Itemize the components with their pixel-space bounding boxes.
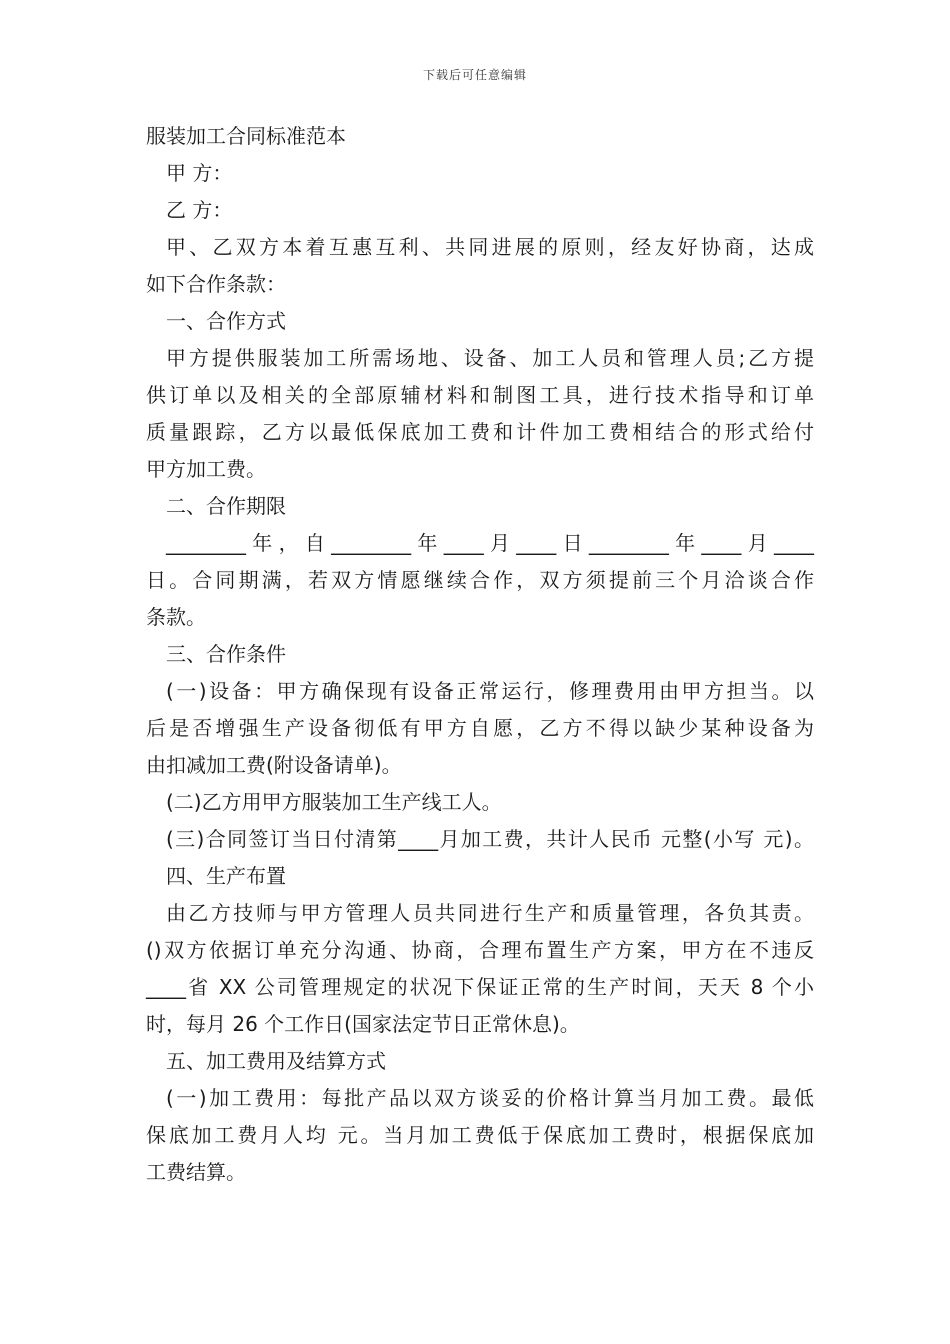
document-line: 四、生产布置 [166, 864, 286, 888]
document-line: (三)合同签订当日付清第____月加工费，共计人民币 元整(小写 元)。 [166, 827, 814, 851]
document-line: 日。合同期满，若双方情愿继续合作，双方须提前三个月洽谈合作 [146, 568, 814, 592]
document-line: 时，每月 26 个工作日(国家法定节日正常休息)。 [146, 1012, 580, 1036]
document-line: (一)加工费用：每批产品以双方谈妥的价格计算当月加工费。最低 [166, 1086, 814, 1110]
document-line: 质量跟踪，乙方以最低保底加工费和计件加工费相结合的形式给付 [146, 420, 814, 444]
document-line: 供订单以及相关的全部原辅材料和制图工具，进行技术指导和订单 [146, 383, 814, 407]
document-line: 后是否增强生产设备彻低有甲方自愿，乙方不得以缺少某种设备为 [146, 716, 814, 740]
document-line: 工费结算。 [146, 1160, 246, 1184]
document-line: ________年，自________年____月____日________年____月____ [166, 531, 814, 555]
document-line: ____省 XX 公司管理规定的状况下保证正常的生产时间，天天 8 个小 [146, 975, 814, 999]
document-line: 如下合作条款： [146, 272, 286, 296]
page-header: 下载后可任意编辑 [422, 68, 527, 82]
document-line: 甲方加工费。 [146, 457, 266, 481]
document-body [146, 118, 814, 1191]
document-line: (一)设备：甲方确保现有设备正常运行，修理费用由甲方担当。以 [166, 679, 814, 703]
document-line: 甲 方： [166, 161, 233, 185]
document-line: 甲、乙双方本着互惠互利、共同进展的原则，经友好协商，达成 [166, 235, 814, 259]
document-line: 由乙方技师与甲方管理人员共同进行生产和质量管理，各负其责。 [166, 901, 814, 925]
document-line: ()双方依据订单充分沟通、协商，合理布置生产方案，甲方在不违反 [146, 938, 814, 962]
document-line: 甲方提供服装加工所需场地、设备、加工人员和管理人员;乙方提 [166, 346, 814, 370]
document-line: 条款。 [146, 605, 206, 629]
document-line: 二、合作期限 [166, 494, 286, 518]
document-line: (二)乙方用甲方服装加工生产线工人。 [166, 790, 502, 814]
document-line: 由扣减加工费(附设备请单)。 [146, 753, 402, 777]
document-line: 一、合作方式 [166, 309, 286, 333]
document-line: 五、加工费用及结算方式 [166, 1049, 386, 1073]
document-line: 保底加工费月人均 元。当月加工费低于保底加工费时，根据保底加 [146, 1123, 814, 1147]
document-line: 三、合作条件 [166, 642, 286, 666]
document-line: 乙 方： [166, 198, 233, 222]
document-title: 服装加工合同标准范本 [146, 124, 346, 148]
